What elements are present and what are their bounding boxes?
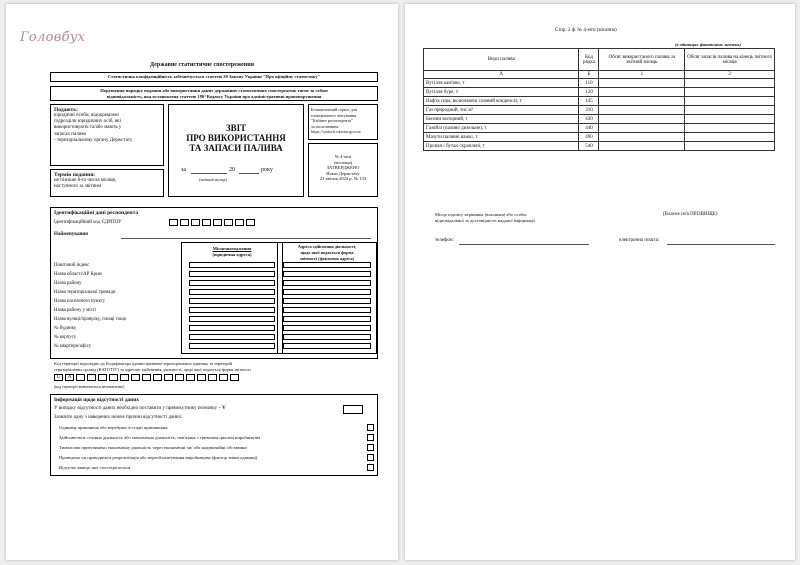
actual-address-header-2: щодо якої подається форма xyxy=(300,250,354,255)
deadline-title: Термін подання: xyxy=(54,172,96,178)
col-fuel-type: Види палива xyxy=(424,49,579,71)
col-letter-2: 2 xyxy=(685,71,775,79)
address-row-label: Назва територіальної громади xyxy=(54,290,116,295)
absence-option-checkbox[interactable] xyxy=(367,434,374,441)
eservice-box xyxy=(308,104,378,140)
absence-option-label: Одиниця припинена або перебуває в стадії припинення xyxy=(59,425,168,430)
address-row-label: Назва населеного пункту xyxy=(54,299,106,304)
fuel-name-cell: Бензин моторний, т xyxy=(424,115,579,124)
submitters-list xyxy=(54,113,163,144)
fuel-name-cell: Газ природний, тис.м³ xyxy=(424,106,579,115)
table-row xyxy=(424,115,775,124)
report-title-line: ТА ЗАПАСИ ПАЛИВА xyxy=(189,143,283,153)
line-code-cell: 490 xyxy=(579,133,599,142)
phone-label: телефон: xyxy=(435,238,454,243)
absence-option-checkbox[interactable] xyxy=(367,454,374,461)
col-letter-a: А xyxy=(424,71,579,79)
col-used-volume: Обсяг використаного палива за звітний місяць xyxy=(599,49,685,71)
fuel-name-cell: Вугілля буре, т xyxy=(424,88,579,97)
fuel-name-cell: Пропан і бутан скраплені, т xyxy=(424,142,579,151)
address-row-label: № будинку xyxy=(54,326,77,331)
report-title xyxy=(169,123,303,153)
table-row xyxy=(424,106,775,115)
address-row-label: Назва району у місті xyxy=(54,308,97,313)
header-title: Державне статистичне спостереження xyxy=(150,62,254,68)
absence-prompt-text: У випадку відсутності даних необхідно поставити у прямокутнику позначку – xyxy=(54,406,221,411)
col-line-code: Код рядка xyxy=(579,49,599,71)
table-row xyxy=(424,133,775,142)
legal-address-field[interactable] xyxy=(189,280,275,286)
edrpou-input[interactable] xyxy=(169,219,257,226)
stock-volume-cell[interactable] xyxy=(685,115,775,124)
report-title-line: ЗВІТ xyxy=(225,123,247,133)
actual-address-field[interactable] xyxy=(283,298,371,304)
address-row-label: Назва вулиці/провулку, площі тощо xyxy=(54,317,127,322)
deadline-line: наступного за звітним xyxy=(54,184,102,190)
stock-volume-cell[interactable] xyxy=(685,142,775,151)
deadline-list xyxy=(54,178,163,190)
report-title-line: ПРО ВИКОРИСТАННЯ xyxy=(186,133,286,143)
eservice-line: за посиланням: xyxy=(311,123,339,129)
address-row-label: № корпусу xyxy=(54,335,77,340)
actual-address-field[interactable] xyxy=(283,334,371,340)
absence-option-checkbox[interactable] xyxy=(367,424,374,431)
col-letter-b: Б xyxy=(579,71,599,79)
line-code-cell: 310 xyxy=(579,106,599,115)
legal-address-field[interactable] xyxy=(189,271,275,277)
form-number-line: 23 квітня 2024 р. № 133 xyxy=(319,176,367,182)
submitters-line: використовують та/або мають у xyxy=(54,125,122,131)
fuel-table xyxy=(423,48,775,151)
address-row-label: Назва області/АР Крим xyxy=(54,272,102,277)
legal-address-field[interactable] xyxy=(189,289,275,295)
absence-option-label: Тимчасово призупинено економічну діяльність через економічні чи/ або надзвичайні обставини xyxy=(59,445,247,450)
actual-address-header-3: звітності (фактична адреса) xyxy=(299,256,355,261)
absence-option-checkbox[interactable] xyxy=(367,464,374,471)
col-letter-1: 1 xyxy=(599,71,685,79)
absence-checkbox[interactable] xyxy=(343,405,363,414)
signer-line-2: відповідальної за достовірність наданої інформації xyxy=(435,218,535,223)
line-code-cell: 430 xyxy=(579,115,599,124)
stock-volume-cell[interactable] xyxy=(685,88,775,97)
period-note: (звітний місяць) xyxy=(199,177,228,182)
actual-address-field[interactable] xyxy=(283,316,371,322)
confidentiality-text: Статистична конфіденційність забезпечується статтею 29 Закону України "Про офіційну статистику" xyxy=(107,74,321,79)
submitters-box xyxy=(50,104,164,166)
absence-mark: V xyxy=(222,406,226,411)
stock-volume-cell[interactable] xyxy=(685,133,775,142)
name-label: Найменування xyxy=(54,232,88,237)
line-code-cell: 440 xyxy=(579,124,599,133)
eservice-line: "Кабінет респондента" xyxy=(311,118,353,123)
col-stock-volume: Обсяг запасів палива на кінець звітного місяця xyxy=(685,49,775,71)
address-row-label: Поштовий індекс xyxy=(54,263,90,268)
form-number-list xyxy=(309,154,377,182)
page2-header: Стор. 2 ф. № 4-мтп (місячна) xyxy=(555,28,617,33)
unit-note: (в одиницях фактичних значень) xyxy=(675,42,742,47)
actual-address-field[interactable] xyxy=(283,280,371,286)
absence-reason: Зазначте одну з наведених нижче причин відсутності даних: xyxy=(54,415,183,420)
period-year-line xyxy=(239,173,259,174)
respondent-box xyxy=(50,207,378,359)
actual-address-field[interactable] xyxy=(283,343,371,349)
fuel-name-cell: Газойлі (паливо дизельне), т xyxy=(424,124,579,133)
phone-input[interactable] xyxy=(459,244,589,245)
absence-option-checkbox[interactable] xyxy=(367,444,374,451)
actual-address-field[interactable] xyxy=(283,325,371,331)
address-row-label: Назва району xyxy=(54,281,82,286)
legal-address-field[interactable] xyxy=(189,334,275,340)
email-input[interactable] xyxy=(667,244,775,245)
line-code-cell: 145 xyxy=(579,97,599,106)
katottg-prefix-u: U xyxy=(54,374,63,381)
edrpou-label: Ідентифікаційний код ЄДРПОУ xyxy=(54,220,122,225)
period-year-suffix: року xyxy=(261,167,273,173)
submitters-title: Подають: xyxy=(54,107,78,113)
period-for: за xyxy=(181,167,187,173)
deadline-line: не пізніше 8-го числа місяця, xyxy=(54,178,117,183)
actual-address-field[interactable] xyxy=(283,307,371,313)
fuel-name-cell: Вугілля кам'яне, т xyxy=(424,79,579,88)
period-month-line xyxy=(191,173,227,174)
used-volume-cell[interactable] xyxy=(599,124,685,133)
form-number-line: Наказ Держстату xyxy=(326,170,360,176)
name-input[interactable] xyxy=(121,238,371,239)
address-row-label: № квартири/офісу xyxy=(54,344,92,349)
actual-address-field[interactable] xyxy=(283,289,371,295)
used-volume-cell[interactable] xyxy=(599,79,685,88)
eservice-line: електронного звітування xyxy=(311,112,357,118)
stock-volume-cell[interactable] xyxy=(685,106,775,115)
legal-address-field[interactable] xyxy=(189,316,275,322)
form-number-line: ЗАТВЕРДЖЕНО xyxy=(326,165,360,171)
used-volume-cell[interactable] xyxy=(599,97,685,106)
legal-address-header-2: (юридична адреса) xyxy=(212,252,252,257)
absence-option-label: Проведено чи проводяться реорганізація або переоблаштування виробництва (фактор зміни одиниці) xyxy=(59,455,258,460)
stock-volume-cell[interactable] xyxy=(685,124,775,133)
violation-line-1: Порушення порядку подання або використання даних державних статистичних спостережень тягне за собою xyxy=(100,88,328,93)
legal-address-field[interactable] xyxy=(189,325,275,331)
table-row xyxy=(424,142,775,151)
deadline-box xyxy=(50,169,164,197)
actual-address-header-1: Адреса здійснення діяльності, xyxy=(297,244,357,249)
logo: Головбух xyxy=(20,30,86,45)
katottg-input[interactable] xyxy=(54,374,241,381)
submitters-line: підрозділи юридичних осіб, які xyxy=(54,119,121,125)
absence-title: Інформація щодо відсутності даних xyxy=(54,397,139,403)
eservice-list xyxy=(311,107,377,135)
used-volume-cell[interactable] xyxy=(599,106,685,115)
table-row xyxy=(424,97,775,106)
legal-address-field[interactable] xyxy=(189,298,275,304)
violation-box xyxy=(50,86,378,101)
table-row xyxy=(424,124,775,133)
report-title-box xyxy=(168,104,304,197)
legal-address-field[interactable] xyxy=(189,343,275,349)
fuel-name-cell: Нафта сира, включаючи газовий конденсат, т xyxy=(424,97,579,106)
used-volume-cell[interactable] xyxy=(599,115,685,124)
katottg-line-2: територіальних громад (КАТОТТГ) за адресою здійснення діяльності, щодо якої подається форма звітності xyxy=(54,367,251,372)
form-page-2 xyxy=(405,4,795,560)
eservice-line: Безкоштовний сервіс для xyxy=(311,107,357,112)
form-number-line: (місячна) xyxy=(333,159,353,165)
used-volume-cell[interactable] xyxy=(599,133,685,142)
signer-name: (Власне ім'я ПРІЗВИЩЕ) xyxy=(663,212,718,217)
absence-option-label: Здійснюється сезонна діяльність або економічна діяльність, пов'язана з тривалим циклом виробництва xyxy=(59,435,261,440)
form-page-1 xyxy=(6,4,398,560)
katottg-prefix-a: A xyxy=(65,374,74,381)
stock-volume-cell[interactable] xyxy=(685,97,775,106)
line-code-cell: 120 xyxy=(579,88,599,97)
legal-address-header-1: Місцезнаходження xyxy=(212,246,252,251)
form-number-box xyxy=(308,143,378,197)
line-code-cell: 110 xyxy=(579,79,599,88)
violation-line-2: відповідальність, яка встановлена статтею 186³ Кодексу України про адміністративні правопорушення xyxy=(106,94,322,99)
confidentiality-box xyxy=(50,72,378,82)
respondent-title: Ідентифікаційні дані респондента xyxy=(54,210,139,216)
stock-volume-cell[interactable] xyxy=(685,79,775,88)
fuel-name-cell: Мазути паливні важкі, т xyxy=(424,133,579,142)
table-row xyxy=(424,79,775,88)
absence-prompt xyxy=(54,406,226,412)
katottg-note: (код території визначається автоматично) xyxy=(54,384,125,389)
period-year-prefix: 20 xyxy=(229,167,235,173)
legal-address-field[interactable] xyxy=(189,307,275,313)
used-volume-cell[interactable] xyxy=(599,142,685,151)
submitters-line: юридичні особи, відокремлені xyxy=(54,113,119,118)
form-number-line: № 4-мтп xyxy=(334,154,352,159)
actual-address-field[interactable] xyxy=(283,271,371,277)
absence-box xyxy=(50,394,378,476)
legal-address-field[interactable] xyxy=(189,262,275,268)
submitters-line: запасах паливо xyxy=(54,131,87,137)
katottg-line-1: Код території відповідно до Кодифікатора адміністративно-територіальних одиниць та територій xyxy=(54,361,232,366)
line-code-cell: 540 xyxy=(579,142,599,151)
eservice-line: https://statzvit.ukrstat.gov.ua xyxy=(311,129,361,134)
table-row xyxy=(424,88,775,97)
email-label: електронна пошта: xyxy=(619,238,660,243)
used-volume-cell[interactable] xyxy=(599,88,685,97)
submitters-line: - територіальному органу Держстату xyxy=(54,137,133,143)
actual-address-field[interactable] xyxy=(283,262,371,268)
absence-option-label: Відсутнє явище, яке спостерігається xyxy=(59,465,131,470)
signer-line-1: Місце підпису керівника (власника) або особи, xyxy=(435,212,527,217)
